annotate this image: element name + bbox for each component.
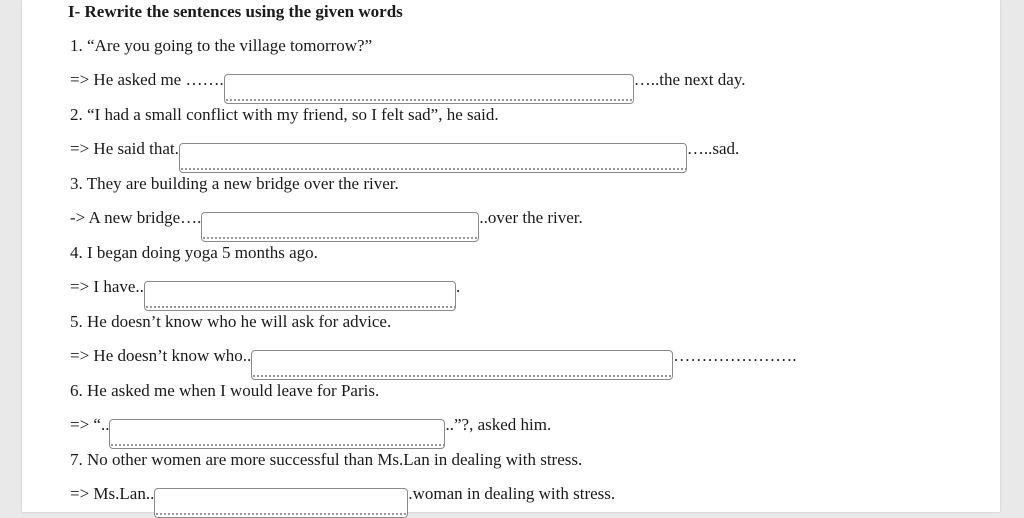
answer-input-3[interactable] xyxy=(201,212,479,242)
answer-prefix-1: => He asked me ……. xyxy=(70,70,224,89)
answer-input-5[interactable] xyxy=(251,350,673,380)
question-4: 4. I began doing yoga 5 months ago. xyxy=(70,243,318,262)
answer-suffix-3: ..over the river. xyxy=(479,208,583,227)
answer-suffix-7: .woman in dealing with stress. xyxy=(408,484,616,503)
exercise-title: I- Rewrite the sentences using the given words xyxy=(68,2,403,21)
question-1: 1. “Are you going to the village tomorrow?” xyxy=(70,36,373,55)
answer-prefix-6: => “.. xyxy=(70,415,110,434)
answer-row-5 xyxy=(70,345,797,367)
question-3: 3. They are building a new bridge over the river. xyxy=(70,174,399,193)
answer-prefix-5: => He doesn’t know who.. xyxy=(70,346,252,365)
answer-suffix-1: …..the next day. xyxy=(633,70,746,89)
answer-row-2 xyxy=(70,138,739,160)
answer-input-6[interactable] xyxy=(109,419,445,449)
question-5: 5. He doesn’t know who he will ask for advice. xyxy=(70,312,392,331)
answer-row-6 xyxy=(70,414,551,436)
question-6: 6. He asked me when I would leave for Paris. xyxy=(70,381,380,400)
answer-input-4[interactable] xyxy=(144,281,456,311)
question-7: 7. No other women are more successful than Ms.Lan in dealing with stress. xyxy=(70,450,583,469)
answer-suffix-6: ..”?, asked him. xyxy=(445,415,552,434)
answer-row-7 xyxy=(70,483,615,505)
answer-prefix-4: => I have.. xyxy=(70,277,144,296)
answer-row-3 xyxy=(70,207,583,229)
answer-suffix-5: …………………. xyxy=(673,346,797,365)
answer-prefix-3: -> A new bridge…. xyxy=(70,208,202,227)
answer-input-2[interactable] xyxy=(179,143,687,173)
answer-input-1[interactable] xyxy=(224,74,634,104)
question-2: 2. “I had a small conflict with my friend, so I felt sad”, he said. xyxy=(70,105,499,124)
answer-prefix-7: => Ms.Lan.. xyxy=(70,484,155,503)
answer-suffix-2: …..sad. xyxy=(686,139,740,158)
answer-suffix-4: . xyxy=(455,277,461,296)
answer-input-7[interactable] xyxy=(154,488,408,518)
answer-prefix-2: => He said that. xyxy=(70,139,179,158)
worksheet-page xyxy=(22,0,1000,512)
answer-row-4 xyxy=(70,276,460,298)
answer-row-1 xyxy=(70,69,745,91)
